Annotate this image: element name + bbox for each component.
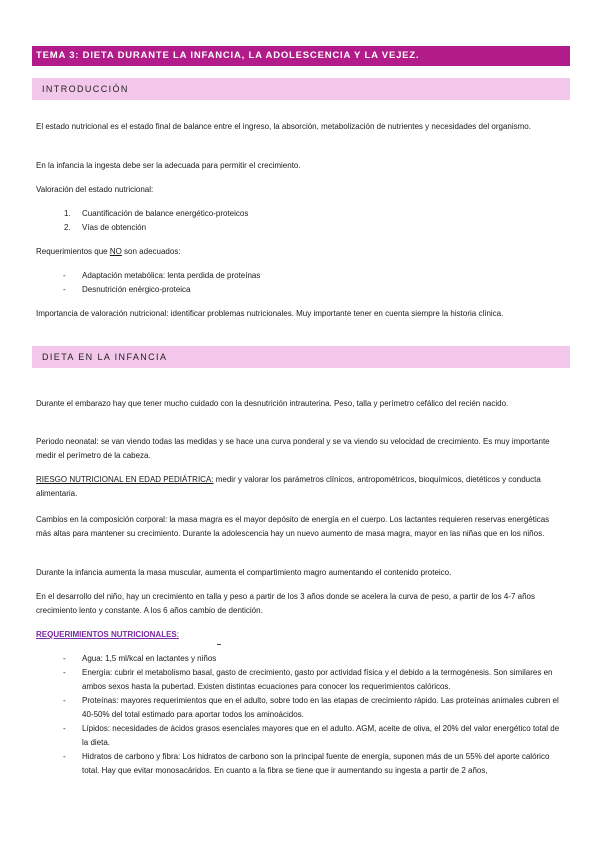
list-item: - Hidratos de carbono y fibra: Los hidratos de carbono son la principal fuente de energía, suponen más de un 55% del aporte calórico total. Hay que evitar monosacáridos. En cuanto a la fibra se tiene que ir aumentando su ingesta a partir de 2 años, (63, 752, 550, 775)
requerimientos-nutricionales-heading: REQUERIMIENTOS NUTRICIONALES: (36, 630, 179, 639)
masa-muscular-paragraph: Durante la infancia aumenta la masa muscular, aumenta el compartimiento magro aumentando el contenido proteico. (36, 568, 452, 577)
requerimientos-no-adecuados: Requerimientos que NO son adecuados: (36, 247, 181, 256)
list-item: - Energía: cubrir el metabolismo basal, gasto de crecimiento, gasto por actividad física y el debido a la termogénesis. Son similares en ambos sexos hasta la pubertad. Existen distintas ecuaciones para conocer los requerimientos calóricos. (63, 668, 553, 691)
list-item: - Desnutrición enérgico-proteica (63, 285, 191, 294)
section-heading-dieta-infancia: DIETA EN LA INFANCIA (32, 346, 570, 368)
list-item: - Lípidos: necesidades de ácidos grasos esenciales mayores que en el adulto. AGM, aceite de oliva, el 20% del valor energético total de la dieta. (63, 724, 560, 747)
infancia-paragraph-2: Periodo neonatal: se van viendo todas las medidas y se hace una curva ponderal y se va viendo su velocidad de crecimiento. Es muy importante medir el perímetro de la cabeza. (36, 437, 550, 460)
intro-paragraph-3: Valoración del estado nutricional: (36, 185, 154, 194)
valoracion-ordered-list (36, 207, 564, 235)
intro-paragraph-4: Importancia de valoración nutricional: identificar problemas nutricionales. Muy importante tener en cuenta siempre la historia clínica. (36, 309, 504, 318)
section-heading-introduccion: INTRODUCCIÓN (32, 78, 570, 100)
intro-paragraph-2: En la infancia la ingesta debe ser la adecuada para permitir el crecimiento. (36, 161, 301, 170)
no-adecuados-list (36, 269, 564, 297)
list-item: - Proteínas: mayores requerimientos que en el adulto, sobre todo en las etapas de crecimiento rápido. Las proteínas animales cubren el 40-50% del total estimado para aportar todos los aminoácidos. (63, 696, 559, 719)
riesgo-nutricional-paragraph: RIESGO NUTRICIONAL EN EDAD PEDIÁTRICA: medir y valorar los parámetros clínicos, antropométricos, bioquímicos, dietéticos y conducta alimentaria. (36, 475, 541, 498)
requerimientos-list (36, 652, 564, 778)
list-item: - Adaptación metabólica: lenta perdida de proteínas (63, 271, 261, 280)
list-item: - Agua: 1,5 ml/kcal en lactantes y niños (63, 654, 217, 663)
ordered-list-item: 1. Cuantificación de balance energético-proteicos (64, 209, 249, 218)
composicion-corporal-paragraph: Cambios en la composición corporal: la masa magra es el mayor depósito de energía en el cuerpo. Los lactantes requieren reservas energéticas más altas para mantener su crecimiento. Durante la adolescencia hay un nuevo aumento de masa magra, mayor en las niñas que en los niños. (36, 515, 550, 538)
ordered-list-item: 2. Vías de obtención (64, 223, 147, 232)
desarrollo-paragraph: En el desarrollo del niño, hay un crecimiento en talla y peso a partir de los 3 años donde se acelera la curva de peso, a partir de los 4-7 años crecimiento lento y constante. A los 6 años cambio de dentición. (36, 592, 535, 615)
infancia-paragraph-1: Durante el embarazo hay que tener mucho cuidado con la desnutrición intrauterina. Peso, talla y perímetro cefálico del recién nacido. (36, 399, 509, 408)
stray-mark (217, 644, 221, 645)
riesgo-nutricional-label: RIESGO NUTRICIONAL EN EDAD PEDIÁTRICA: (36, 475, 214, 484)
document-title: TEMA 3: DIETA DURANTE LA INFANCIA, LA ADOLESCENCIA Y LA VEJEZ. (32, 46, 570, 66)
intro-paragraph-1: El estado nutricional es el estado final de balance entre el ingreso, la absorción, metabolización de nutrientes y necesidades del organismo. (36, 122, 531, 131)
